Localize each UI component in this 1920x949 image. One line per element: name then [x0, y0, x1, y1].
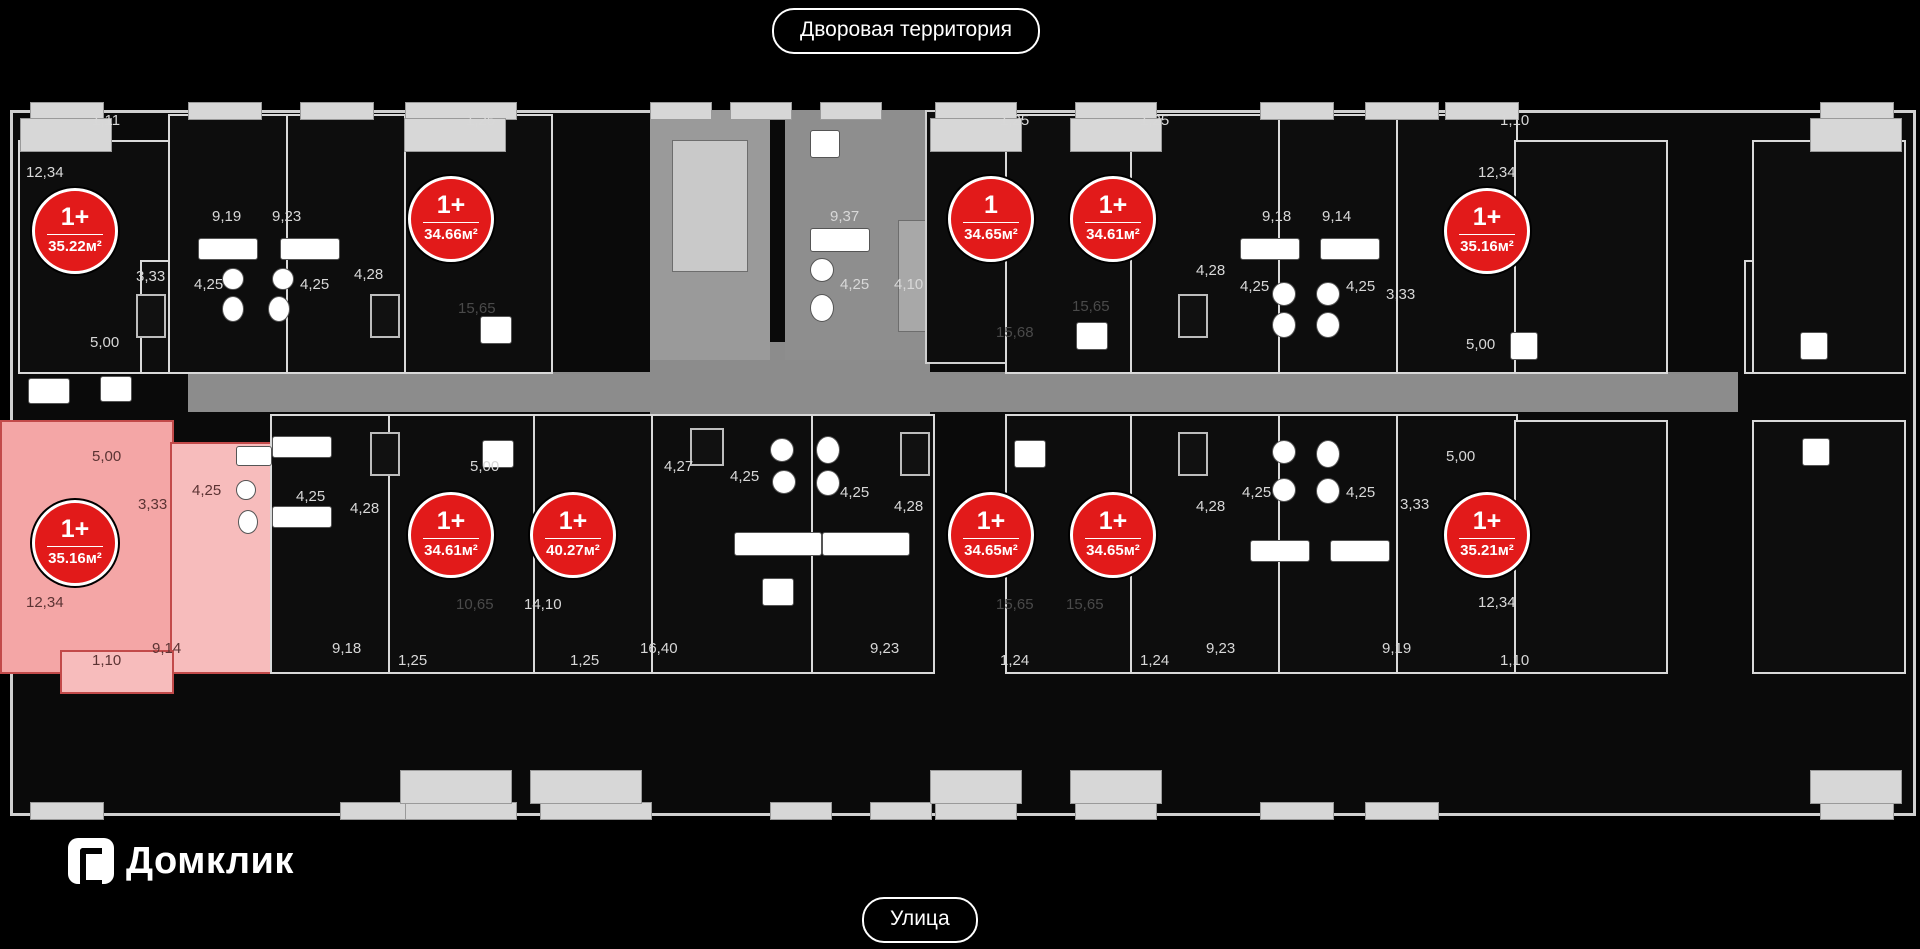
dimension-label: 1,25	[398, 652, 428, 669]
sink-fixture	[272, 268, 294, 290]
dimension-label: 9,37	[830, 208, 860, 225]
dimension-label: 4,25	[192, 482, 222, 499]
dimension-label: 5,00	[92, 448, 122, 465]
toilet-fixture	[238, 510, 258, 534]
toilet-fixture	[1272, 312, 1296, 338]
dimension-label: 4,25	[840, 484, 870, 501]
bathtub-fixture	[198, 238, 258, 260]
window-strip	[340, 802, 414, 820]
unit-area-badge[interactable]	[1070, 492, 1156, 578]
unit-area-badge[interactable]	[948, 492, 1034, 578]
dimension-label: 5,00	[1466, 336, 1496, 353]
window-strip	[730, 102, 792, 120]
balcony-box	[530, 770, 642, 804]
dimension-label: 1,10	[1500, 112, 1530, 129]
dimension-label: 5,00	[90, 334, 120, 351]
toilet-fixture	[1316, 478, 1340, 504]
window-strip	[405, 802, 517, 820]
stove-fixture	[100, 376, 132, 402]
unit-rooms: 1+	[976, 507, 1006, 535]
dimension-label: 4,25	[194, 276, 224, 293]
stove-fixture	[1510, 332, 1538, 360]
bathtub-fixture	[1320, 238, 1380, 260]
stove-fixture	[810, 130, 840, 158]
kitchen-counter	[28, 378, 70, 404]
balcony-box	[400, 770, 512, 804]
sink-fixture	[222, 268, 244, 290]
dimension-label: 12,34	[1478, 164, 1516, 181]
unit-area-badge[interactable]	[32, 188, 118, 274]
selected-flat-annex[interactable]	[170, 442, 274, 674]
dimension-label: 1,10	[92, 652, 122, 669]
dimension-label: 15,65	[458, 300, 496, 317]
unit-area: 35.16м²	[48, 550, 102, 567]
dimension-label: 4,25	[730, 468, 760, 485]
unit-area-badge[interactable]	[408, 492, 494, 578]
unit-area-badge[interactable]	[32, 500, 118, 586]
dimension-label: 1,10	[1500, 652, 1530, 669]
flat-bottom-11	[1514, 420, 1668, 674]
dimension-label: 5,00	[1446, 448, 1476, 465]
badge-divider	[963, 538, 1019, 539]
bathtub-fixture	[1330, 540, 1390, 562]
dimension-label: 3,33	[1386, 286, 1416, 303]
unit-area: 40.27м²	[546, 542, 600, 559]
bathtub-fixture	[822, 532, 910, 556]
window-strip	[650, 102, 712, 120]
dimension-label: 4,10	[894, 276, 924, 293]
window-strip	[935, 802, 1017, 820]
unit-area: 34.65м²	[964, 226, 1018, 243]
toilet-fixture	[816, 470, 840, 496]
sink-fixture	[1272, 478, 1296, 502]
dimension-label: 12,34	[1478, 594, 1516, 611]
dimension-label: 1,25	[1000, 112, 1030, 129]
dimension-label: 15,65	[996, 596, 1034, 613]
dimension-label: 12,34	[26, 594, 64, 611]
dimension-label: 3,33	[136, 268, 166, 285]
badge-divider	[47, 234, 103, 235]
unit-area: 34.61м²	[1086, 226, 1140, 243]
unit-area-badge[interactable]	[1444, 492, 1530, 578]
stove-fixture	[480, 316, 512, 344]
window-strip	[1260, 802, 1334, 820]
dimension-label: 15,68	[996, 324, 1034, 341]
stove-fixture	[1014, 440, 1046, 468]
badge-divider	[545, 538, 601, 539]
sink-fixture	[1272, 440, 1296, 464]
window-strip	[300, 102, 374, 120]
sink-fixture	[1272, 282, 1296, 306]
unit-rooms: 1	[984, 191, 998, 219]
badge-divider	[423, 538, 479, 539]
unit-rooms: 1+	[1098, 507, 1128, 535]
dimension-label: 16,40	[640, 640, 678, 657]
badge-divider	[423, 222, 479, 223]
unit-rooms: 1+	[1472, 203, 1502, 231]
window-strip	[1075, 802, 1157, 820]
dimension-label: 10,65	[456, 596, 494, 613]
bathtub-fixture	[1240, 238, 1300, 260]
ventilation-shaft	[1178, 432, 1208, 476]
ventilation-shaft	[690, 428, 724, 466]
sink-fixture	[236, 480, 256, 500]
central-corridor	[188, 372, 1738, 412]
unit-rooms: 1+	[1098, 191, 1128, 219]
sink-fixture	[810, 258, 834, 282]
dimension-label: 4,28	[354, 266, 384, 283]
courtyard-label: Дворовая территория	[772, 8, 1040, 54]
dimension-label: 9,18	[332, 640, 362, 657]
dimension-label: 4,25	[1240, 278, 1270, 295]
unit-area-badge[interactable]	[948, 176, 1034, 262]
ventilation-shaft	[900, 432, 930, 476]
sink-fixture	[770, 438, 794, 462]
dimension-label: 9,23	[272, 208, 302, 225]
unit-area: 34.66м²	[424, 226, 478, 243]
unit-area: 35.16м²	[1460, 238, 1514, 255]
brand-logo	[68, 838, 294, 884]
sink-fixture	[772, 470, 796, 494]
dimension-label: 1,24	[1000, 652, 1030, 669]
toilet-fixture	[1316, 312, 1340, 338]
dimension-label: 9,19	[1382, 640, 1412, 657]
badge-divider	[1085, 538, 1141, 539]
unit-area: 35.22м²	[48, 238, 102, 255]
window-strip	[870, 802, 932, 820]
window-strip	[820, 102, 882, 120]
stove-fixture	[1802, 438, 1830, 466]
balcony-box	[930, 770, 1022, 804]
dimension-label: 4,25	[1346, 484, 1376, 501]
ventilation-shaft	[136, 294, 166, 338]
flat-top-10	[1752, 140, 1906, 374]
dimension-label: 15,65	[1066, 596, 1104, 613]
badge-divider	[1085, 222, 1141, 223]
badge-divider	[1459, 234, 1515, 235]
dimension-label: 15,65	[1072, 298, 1110, 315]
dimension-label: 4,25	[1346, 278, 1376, 295]
unit-area-badge[interactable]	[408, 176, 494, 262]
badge-divider	[47, 546, 103, 547]
window-strip	[1820, 802, 1894, 820]
dimension-label: 4,25	[296, 488, 326, 505]
dimension-label: 1,25	[1140, 112, 1170, 129]
unit-area: 34.61м²	[424, 542, 478, 559]
unit-rooms: 1+	[60, 515, 90, 543]
dimension-label: 3,33	[1400, 496, 1430, 513]
dimension-label: 1,25	[466, 112, 496, 129]
dimension-label: 9,19	[212, 208, 242, 225]
ventilation-shaft	[1178, 294, 1208, 338]
toilet-fixture	[810, 294, 834, 322]
dimension-label: 4,27	[664, 458, 694, 475]
dimension-label: 4,28	[1196, 262, 1226, 279]
dimension-label: 9,14	[1322, 208, 1352, 225]
ventilation-shaft	[370, 294, 400, 338]
dimension-label: 12,34	[26, 164, 64, 181]
dimension-label: 9,14	[152, 640, 182, 657]
toilet-fixture	[1316, 440, 1340, 468]
unit-area: 34.65м²	[964, 542, 1018, 559]
window-strip	[188, 102, 262, 120]
dimension-label: 4,28	[894, 498, 924, 515]
dimension-label: 9,23	[870, 640, 900, 657]
bathtub-fixture	[272, 506, 332, 528]
balcony-box	[1070, 770, 1162, 804]
window-strip	[1365, 102, 1439, 120]
toilet-fixture	[268, 296, 290, 322]
bathtub-fixture	[236, 446, 272, 466]
balcony-box	[1810, 770, 1902, 804]
toilet-fixture	[222, 296, 244, 322]
window-strip	[1365, 802, 1439, 820]
window-strip	[1260, 102, 1334, 120]
ventilation-shaft	[370, 432, 400, 476]
dimension-label: 4,25	[840, 276, 870, 293]
unit-area-badge[interactable]	[530, 492, 616, 578]
balcony-box	[1810, 118, 1902, 152]
domclick-logo-icon	[68, 838, 114, 884]
bathtub-fixture	[810, 228, 870, 252]
bathtub-fixture	[1250, 540, 1310, 562]
bathtub-fixture	[272, 436, 332, 458]
dimension-label: 5,00	[470, 458, 500, 475]
window-strip	[30, 802, 104, 820]
unit-area: 35.21м²	[1460, 542, 1514, 559]
window-strip	[540, 802, 652, 820]
dimension-label: 14,10	[524, 596, 562, 613]
brand-name: Домклик	[126, 839, 294, 882]
unit-area-badge[interactable]	[1444, 188, 1530, 274]
stove-fixture	[1076, 322, 1108, 350]
unit-rooms: 1+	[436, 191, 466, 219]
unit-rooms: 1+	[60, 203, 90, 231]
window-strip	[770, 802, 832, 820]
stove-fixture	[1800, 332, 1828, 360]
dimension-label: 3,33	[138, 496, 168, 513]
unit-rooms: 1+	[1472, 507, 1502, 535]
dimension-label: 1,11	[92, 112, 121, 129]
unit-rooms: 1+	[436, 507, 466, 535]
unit-area-badge[interactable]	[1070, 176, 1156, 262]
dimension-label: 1,25	[570, 652, 600, 669]
badge-divider	[963, 222, 1019, 223]
unit-rooms: 1+	[558, 507, 588, 535]
dimension-label: 9,18	[1262, 208, 1292, 225]
sink-fixture	[1316, 282, 1340, 306]
unit-area: 34.65м²	[1086, 542, 1140, 559]
bathtub-fixture	[734, 532, 822, 556]
street-label: Улица	[862, 897, 978, 943]
bathtub-fixture	[280, 238, 340, 260]
dimension-label: 4,25	[1242, 484, 1272, 501]
stove-fixture	[762, 578, 794, 606]
dimension-label: 4,28	[350, 500, 380, 517]
dimension-label: 9,23	[1206, 640, 1236, 657]
dimension-label: 4,28	[1196, 498, 1226, 515]
stair-flight	[672, 140, 748, 272]
dimension-label: 4,25	[300, 276, 330, 293]
toilet-fixture	[816, 436, 840, 464]
badge-divider	[1459, 538, 1515, 539]
dimension-label: 1,24	[1140, 652, 1170, 669]
